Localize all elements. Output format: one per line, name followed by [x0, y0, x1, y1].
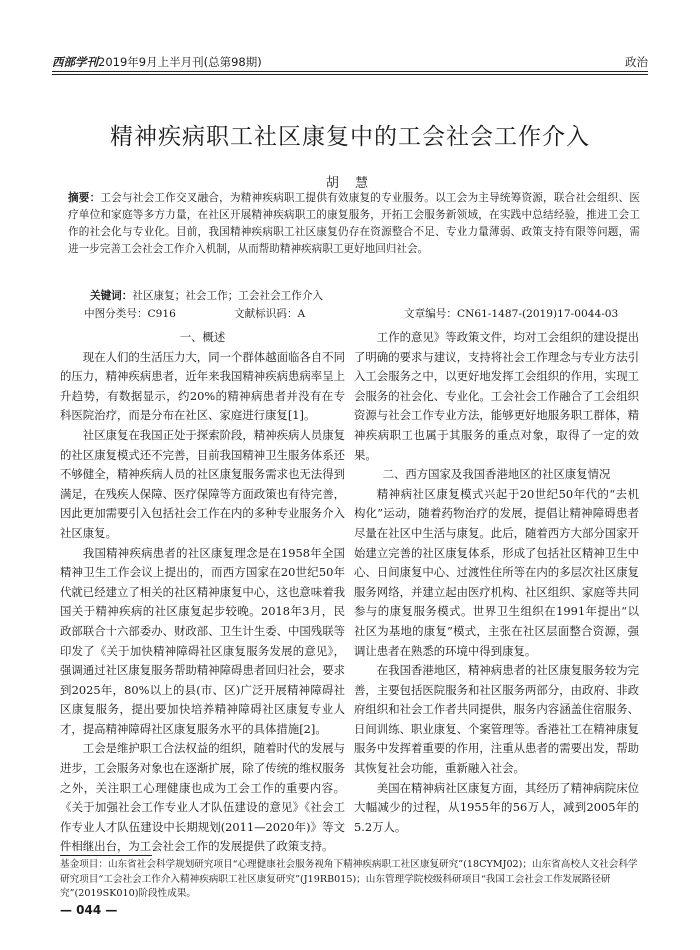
journal-info [52, 54, 262, 70]
header-rule [52, 71, 648, 72]
section-label: 政治 [625, 55, 648, 69]
running-header [52, 50, 648, 70]
page-number: — 044 — [60, 903, 118, 917]
abstract [68, 190, 640, 258]
body-paragraph: 精神病社区康复模式兴起于20世纪50年代的“去机构化”运动，随着药物治疗的发展，提倡让精神障碍患者尽量在社区中生活与康复。此后，随着西方大部分国家开始建立完善的社区康复体系，形成了包括社区精神卫生中心、日间康复中心、过渡性住所等在内的多层次社区康复服务网络，并建立起由医疗机构、社区组织、家庭等共同参与的康复服务模式。世界卫生组织在1991年提出“以社区为基地的康复”模式，主张在社区层面整合资源，强调让患者在熟悉的环境中得到康复。 [354, 486, 639, 658]
keywords-text: 社区康复；社会工作；工会社会工作介入 [132, 290, 324, 302]
body-paragraph: 在我国香港地区，精神病患者的社区康复服务较为完善，主要包括医院服务和社区服务两部分，由政府、非政府组织和社会工作者共同提供，服务内容涵盖住宿服务、日间训练、职业康复、个案管理等。香港社工在精神康复服务中发挥着重要的作用，注重从患者的需要出发，帮助其恢复社会功能，重新融入社会。 [354, 663, 639, 776]
abstract-label: 摘要： [68, 192, 101, 204]
section-heading: 一、概述 [179, 330, 226, 344]
article-title: 精神疾病职工社区康复中的工会社会工作介入 [110, 124, 590, 150]
journal-name: 西部学刊 [52, 55, 98, 69]
clc-number: 中图分类号：C916 [84, 308, 176, 320]
footnote-rule [60, 855, 152, 856]
body-column-left [60, 328, 345, 857]
classification-line [84, 306, 640, 321]
body-paragraph: 现在人们的生活压力大，同一个群体越面临各自不同的压力，精神疾病患者，近年来我国精神疾病患病率呈上升趋势，有数据显示，约20%的精神病患者并没有在专科医院治疗，而是分布在社区、家庭进行康复[1]。 [60, 349, 345, 423]
body-paragraph: 工作的意见》等政策文件，均对工会组织的建设提出了明确的要求与建议，支持将社会工作理念与专业方法引入工会服务之中，以更好地发挥工会组织的作用，实现工会服务的社会化、专业化。工会社会工作融合了工会组织资源与社会工作专业方法，能够更好地服务职工群体，精神疾病职工也属于其服务的重点对象，取得了一定的效果。 [354, 330, 639, 462]
section-heading: 二、西方国家及我国香港地区的社区康复情况 [382, 467, 611, 482]
body-column-right [354, 328, 639, 837]
keywords [90, 288, 640, 303]
body-paragraph: 工会是维护职工合法权益的组织，随着时代的发展与进步，工会服务对象也在逐渐扩展，除了传统的维权服务之外，关注职工心理健康也成为工会工作的重要内容。《关于加强社会工作专业人才队伍建设的意见》《社会工作专业人才队伍建设中长期规划(2011—2020年)》等文件相继出台，为工会社会工作的发展提供了政策支持。 [60, 741, 345, 854]
article-author: 胡 慧 [325, 176, 375, 191]
article-number: 文章编号：CN61-1487-(2019)17-0044-03 [404, 308, 619, 320]
body-paragraph: 美国在精神病社区康复方面，其经历了精神病院床位大幅减少的过程，从1955年的56万人，减到2005年的5.2万人。 [354, 780, 639, 834]
keywords-label: 关键词： [90, 290, 133, 302]
document-code: 文献标识码：A [234, 308, 306, 320]
footnote: 基金项目：山东省社会科学规划研究项目“心理健康社会服务视角下精神疾病职工社区康复研究”(18CYMJ02)；山东省高校人文社会科学研究项目“工会社会工作介入精神疾病职工社区康复研究”(J19RB015)；山东管理学院校级科研项目“我国工会社会工作发展路径研究”(2019SK010)阶段性成果。 [60, 859, 638, 899]
body-paragraph: 我国精神疾病患者的社区康复理念是在1958年全国精神卫生工作会议上提出的，而西方国家在20世纪50年代就已经建立了相关的社区精神康复中心，这也意味着我国关于精神疾病的社区康复起步较晚。2018年3月，民政部联合十六部委办、财政部、卫生计生委、中国残联等印发了《关于加快精神障碍社区康复服务发展的意见》，强调通过社区康复服务帮助精神障碍患者回归社会，要求到2025年，80%以上的县(市、区)广泛开展精神障碍社区康复服务，提出要加快培养精神障碍社区康复专业人才，提高精神障碍社区康复服务水平的具体措施[2]。 [60, 545, 345, 736]
body-paragraph: 社区康复在我国正处于探索阶段，精神疾病人员康复的社区康复模式还不完善，目前我国精神卫生服务体系还不够健全，精神疾病人员的社区康复服务需求也无法得到满足，在残疾人保障、医疗保障等方面政策也有待完善，因此更加需要引入包括社会工作在内的多种专业服务介入社区康复。 [60, 427, 345, 540]
header-rule-thin [52, 74, 648, 75]
abstract-text: 工会与社会工作交叉融合，为精神疾病职工提供有效康复的专业服务。以工会为主导统筹资源，联合社会组织、医疗单位和家庭等多方力量，在社区开展精神疾病职工的康复服务，开拓工会服务新领域，在实践中总结经验，推进工会工作的社会化与专业化。目前，我国精神疾病职工社区康复仍存在资源整合不足、专业力量薄弱、政策支持有限等问题，需进一步完善工会社会工作介入机制，从而帮助精神疾病职工更好地回归社会。 [68, 192, 640, 255]
journal-issue: 2019年9月上半月刊(总第98期) [98, 55, 262, 69]
